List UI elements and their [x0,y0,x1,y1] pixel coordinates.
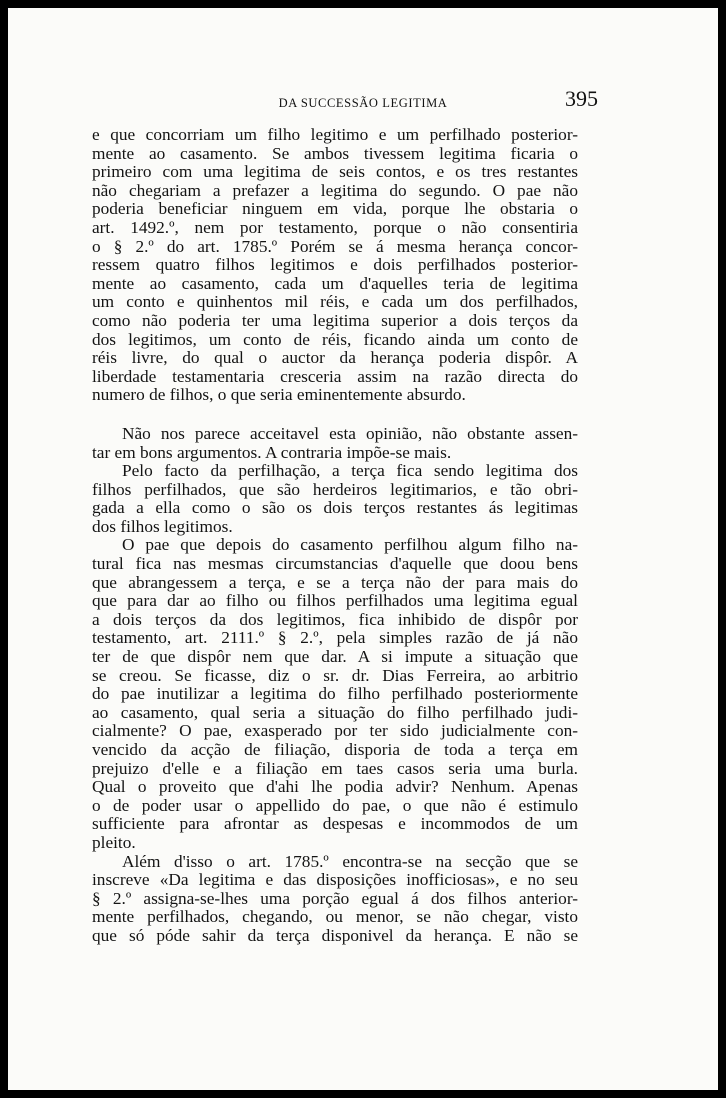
text-line: O pae que depois do casamento perfilhou algum filho na- [122,535,578,555]
paragraph [92,462,578,536]
text-line: que abrangessem a terça, e se a terça não der para mais do [92,572,578,592]
text-line: cialmente? O pae, exasperado por ter sido judicialmente con- [92,721,578,741]
text-line: pleito. [92,832,136,852]
text-line: e que concorriam um filho legitimo e um perfilhado posterior- [92,125,578,144]
book-page [8,8,718,1090]
text-line: o de poder usar o appellido do pae, o que não é estimulo [92,795,578,815]
text-line: § 2.º assigna-se-lhes uma porção egual á dos filhos anterior- [92,888,578,908]
text-line: mente ao casamento. Se ambos tivessem legitima ficaria o [92,143,578,163]
text-line: ressem quatro filhos legitimos e dois perfilhados posterior- [92,255,578,275]
paragraph [92,126,578,405]
text-line: Pelo facto da perfilhação, a terça fica sendo legitima dos [122,461,578,481]
text-line: a dois terços da dos legitimos, fica inhibido de dispôr por [92,609,578,629]
paragraph [92,536,578,852]
text-line: sufficiente para afrontar as despesas e incommodos de um [92,814,578,834]
page-number: 395 [565,86,598,111]
text-line: dos legitimos, um conto de réis, ficando ainda um conto de [92,329,578,349]
text-line: dos filhos legitimos. [92,516,233,536]
paragraph [92,425,578,462]
text-line: numero de filhos, o que seria eminentemente absurdo. [92,385,466,405]
text-line: que para dar ao filho ou filhos perfilhados uma legitima egual [92,591,578,611]
text-line: gada a ella como o são os dois terços restantes ás legitimas [92,498,578,518]
text-line: ter de que dispôr nem que dar. A si impute a situação que [92,647,578,667]
body-text [92,126,578,946]
text-line: ao casamento, qual seria a situação do filho perfilhado judi- [92,702,578,722]
text-line: filhos perfilhados, que são herdeiros legitimarios, e tão obri- [92,479,578,499]
text-line: Qual o proveito que d'ahi lhe podia advir? Nenhum. Apenas [92,777,578,797]
text-line: Não nos parece acceitavel esta opinião, não obstante assen- [122,423,578,443]
text-line: réis livre, do qual o auctor da herança poderia dispôr. A [92,348,578,368]
text-line: não chegariam a prefazer a legitima do segundo. O pae não [92,180,578,200]
text-line: poderia beneficiar ninguem em vida, porque lhe obstaria o [92,199,578,219]
text-line: inscreve «Da legitima e das disposições inofficiosas», e no seu [92,870,578,890]
text-line: prejuizo d'elle e a filiação em taes casos seria uma burla. [92,758,578,778]
text-line: o § 2.º do art. 1785.º Porém se á mesma herança concor- [92,236,578,256]
text-line: mente perfilhados, chegando, ou menor, se não chegar, visto [92,907,578,927]
paragraph-gap [92,405,578,425]
text-line: Além d'isso o art. 1785.º encontra-se na secção que se [122,851,578,871]
paragraph [92,853,578,946]
text-line: que só póde sahir da terça disponivel da herança. E não se [92,925,578,945]
text-line: art. 1492.º, nem por testamento, porque o não consentiria [92,217,578,237]
text-line: tural fica nas mesmas circumstancias d'aquelle que doou bens [92,554,578,574]
text-line: vencido da acção de filiação, disporia de toda a terça em [92,740,578,759]
text-line: mente ao casamento, cada um d'aquelles teria de legitima [92,273,578,293]
text-line: primeiro com uma legitima de seis contos, e os tres restantes [92,162,578,182]
text-line: tar em bons argumentos. A contraria impõe-se mais. [92,442,452,462]
text-line: um conto e quinhentos mil réis, e cada um dos perfilhados, [92,292,578,312]
text-line: do pae inutilizar a legitima do filho perfilhado posteriormente [92,684,578,704]
text-line: se creou. Se ficasse, diz o sr. dr. Dias Ferreira, ao arbitrio [92,665,578,685]
text-line: como não poderia ter uma legitima superior a dois terços da [92,310,578,330]
text-line: testamento, art. 2111.º § 2.º, pela simples razão de já não [92,628,578,648]
text-line: liberdade testamentaria cresceria assim na razão directa do [92,366,578,386]
running-title: DA SUCCESSÃO LEGITIMA [278,96,448,110]
